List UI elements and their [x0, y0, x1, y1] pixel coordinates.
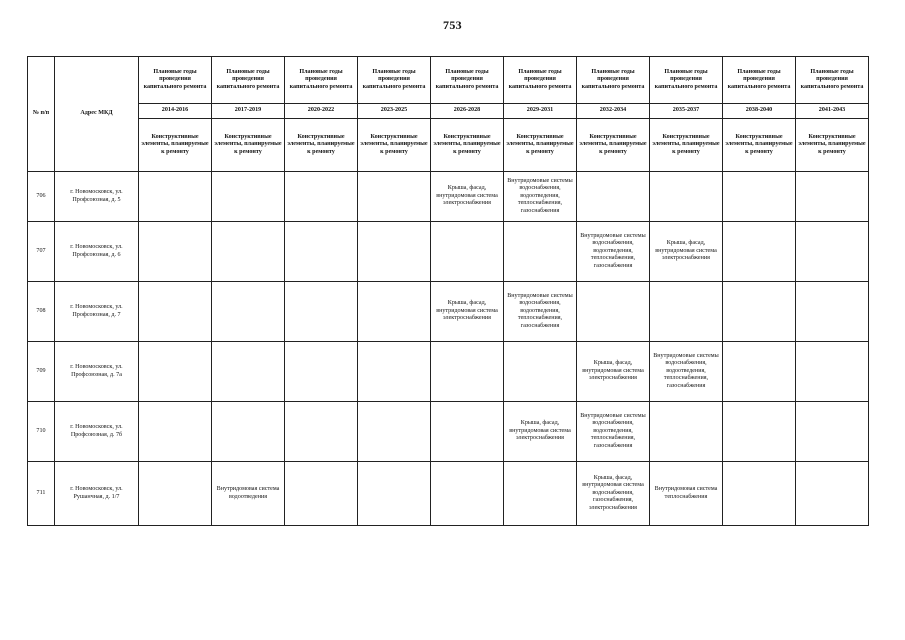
work-cell	[431, 342, 504, 402]
work-cell	[139, 462, 212, 526]
header-period-years: Плановые годы проведения капитального ремонта	[650, 57, 723, 104]
row-number: 707	[28, 222, 55, 282]
header-period-years: Плановые годы проведения капитального ремонта	[212, 57, 285, 104]
table-row	[28, 402, 869, 462]
header-period-elements: Конструктивные элементы, планируемые к ремонту	[212, 119, 285, 172]
work-cell	[358, 172, 431, 222]
work-cell	[723, 342, 796, 402]
work-cell	[285, 282, 358, 342]
header-period-range: 2038-2040	[723, 104, 796, 119]
work-cell	[285, 402, 358, 462]
header-period-elements: Конструктивные элементы, планируемые к ремонту	[723, 119, 796, 172]
work-cell: Крыша, фасад, внутридомовая система водоснабжения, газоснабжения, электроснабжения	[577, 462, 650, 526]
work-cell	[504, 222, 577, 282]
work-cell	[504, 462, 577, 526]
header-period-elements: Конструктивные элементы, планируемые к ремонту	[504, 119, 577, 172]
work-cell	[139, 402, 212, 462]
header-period-elements: Конструктивные элементы, планируемые к ремонту	[285, 119, 358, 172]
work-cell	[577, 172, 650, 222]
header-num: № п/п	[28, 57, 55, 172]
header-period-elements: Конструктивные элементы, планируемые к ремонту	[431, 119, 504, 172]
work-cell	[796, 462, 869, 526]
work-cell	[796, 172, 869, 222]
header-period-years: Плановые годы проведения капитального ремонта	[431, 57, 504, 104]
header-period-years: Плановые годы проведения капитального ремонта	[139, 57, 212, 104]
work-cell	[358, 342, 431, 402]
work-cell	[285, 172, 358, 222]
table-row	[28, 222, 869, 282]
work-cell: Внутридомовые системы водоснабжения, водоотведения, теплоснабжения, газоснабжения	[577, 222, 650, 282]
row-address: г. Новомосковск, ул. Профсоюзная, д. 7а	[55, 342, 139, 402]
work-cell	[796, 402, 869, 462]
row-number: 710	[28, 402, 55, 462]
work-cell	[723, 222, 796, 282]
row-address: г. Новомосковск, ул. Профсоюзная, д. 7б	[55, 402, 139, 462]
row-address: г. Новомосковск, ул. Профсоюзная, д. 6	[55, 222, 139, 282]
row-number: 709	[28, 342, 55, 402]
work-cell	[139, 282, 212, 342]
header-period-years: Плановые годы проведения капитального ремонта	[358, 57, 431, 104]
work-cell	[212, 342, 285, 402]
header-period-range: 2014-2016	[139, 104, 212, 119]
work-cell	[723, 282, 796, 342]
row-number: 706	[28, 172, 55, 222]
work-cell	[212, 402, 285, 462]
work-cell	[285, 462, 358, 526]
work-cell	[358, 282, 431, 342]
header-row-elements	[28, 119, 869, 172]
work-cell: Крыша, фасад, внутридомовая система электроснабжения	[650, 222, 723, 282]
work-cell: Внутридомовые системы водоснабжения, водоотведения, теплоснабжения, газоснабжения	[504, 172, 577, 222]
work-cell	[358, 222, 431, 282]
header-period-elements: Конструктивные элементы, планируемые к ремонту	[358, 119, 431, 172]
header-period-years: Плановые годы проведения капитального ремонта	[796, 57, 869, 104]
table-body	[28, 172, 869, 526]
work-cell	[650, 402, 723, 462]
work-cell: Крыша, фасад, внутридомовая система электроснабжения	[504, 402, 577, 462]
row-address: г. Новомосковск, ул. Рушанчная, д. 1/7	[55, 462, 139, 526]
header-period-range: 2020-2022	[285, 104, 358, 119]
row-address: г. Новомосковск, ул. Профсоюзная, д. 7	[55, 282, 139, 342]
work-cell	[796, 222, 869, 282]
row-number: 711	[28, 462, 55, 526]
work-cell	[139, 172, 212, 222]
work-cell	[431, 222, 504, 282]
row-number: 708	[28, 282, 55, 342]
header-address: Адрес МКД	[55, 57, 139, 172]
work-cell	[650, 172, 723, 222]
header-period-range: 2035-2037	[650, 104, 723, 119]
table-header	[28, 57, 869, 172]
work-cell: Внутридомовые системы водоснабжения, водоотведения, теплоснабжения, газоснабжения	[650, 342, 723, 402]
work-cell	[212, 282, 285, 342]
header-period-range: 2032-2034	[577, 104, 650, 119]
header-row-ranges	[28, 104, 869, 119]
work-cell: Внутридомовые системы водоснабжения, водоотведения, теплоснабжения, газоснабжения	[504, 282, 577, 342]
work-cell	[285, 222, 358, 282]
row-address: г. Новомосковск, ул. Профсоюзная, д. 5	[55, 172, 139, 222]
work-cell	[796, 342, 869, 402]
work-cell	[212, 172, 285, 222]
work-cell	[796, 282, 869, 342]
header-period-elements: Конструктивные элементы, планируемые к ремонту	[139, 119, 212, 172]
page-number: 753	[443, 18, 462, 32]
work-cell: Крыша, фасад, внутридомовая система электроснабжения	[431, 172, 504, 222]
work-cell	[285, 342, 358, 402]
header-period-range: 2017-2019	[212, 104, 285, 119]
work-cell	[431, 402, 504, 462]
work-cell	[358, 402, 431, 462]
header-period-range: 2041-2043	[796, 104, 869, 119]
header-row-years	[28, 57, 869, 104]
work-cell	[723, 172, 796, 222]
header-period-elements: Конструктивные элементы, планируемые к ремонту	[577, 119, 650, 172]
header-period-years: Плановые годы проведения капитального ремонта	[723, 57, 796, 104]
header-period-years: Плановые годы проведения капитального ремонта	[577, 57, 650, 104]
header-period-range: 2026-2028	[431, 104, 504, 119]
work-cell	[139, 342, 212, 402]
work-cell	[650, 282, 723, 342]
header-period-elements: Конструктивные элементы, планируемые к ремонту	[650, 119, 723, 172]
work-cell	[577, 282, 650, 342]
repair-schedule-table	[27, 56, 869, 526]
work-cell: Крыша, фасад, внутридомовая система электроснабжения	[431, 282, 504, 342]
table-row	[28, 172, 869, 222]
table-row	[28, 282, 869, 342]
work-cell: Внутридомовая система водоотведения	[212, 462, 285, 526]
table-row	[28, 462, 869, 526]
header-period-years: Плановые годы проведения капитального ремонта	[285, 57, 358, 104]
work-cell: Крыша, фасад, внутридомовая система электроснабжения	[577, 342, 650, 402]
work-cell	[212, 222, 285, 282]
work-cell: Внутридомовая система теплоснабжения	[650, 462, 723, 526]
work-cell	[431, 462, 504, 526]
work-cell	[723, 402, 796, 462]
header-period-elements: Конструктивные элементы, планируемые к ремонту	[796, 119, 869, 172]
header-period-years: Плановые годы проведения капитального ремонта	[504, 57, 577, 104]
header-period-range: 2023-2025	[358, 104, 431, 119]
work-cell	[358, 462, 431, 526]
work-cell	[139, 222, 212, 282]
header-period-range: 2029-2031	[504, 104, 577, 119]
work-cell	[504, 342, 577, 402]
table-row	[28, 342, 869, 402]
work-cell: Внутридомовые системы водоснабжения, водоотведения, теплоснабжения, газоснабжения	[577, 402, 650, 462]
work-cell	[723, 462, 796, 526]
